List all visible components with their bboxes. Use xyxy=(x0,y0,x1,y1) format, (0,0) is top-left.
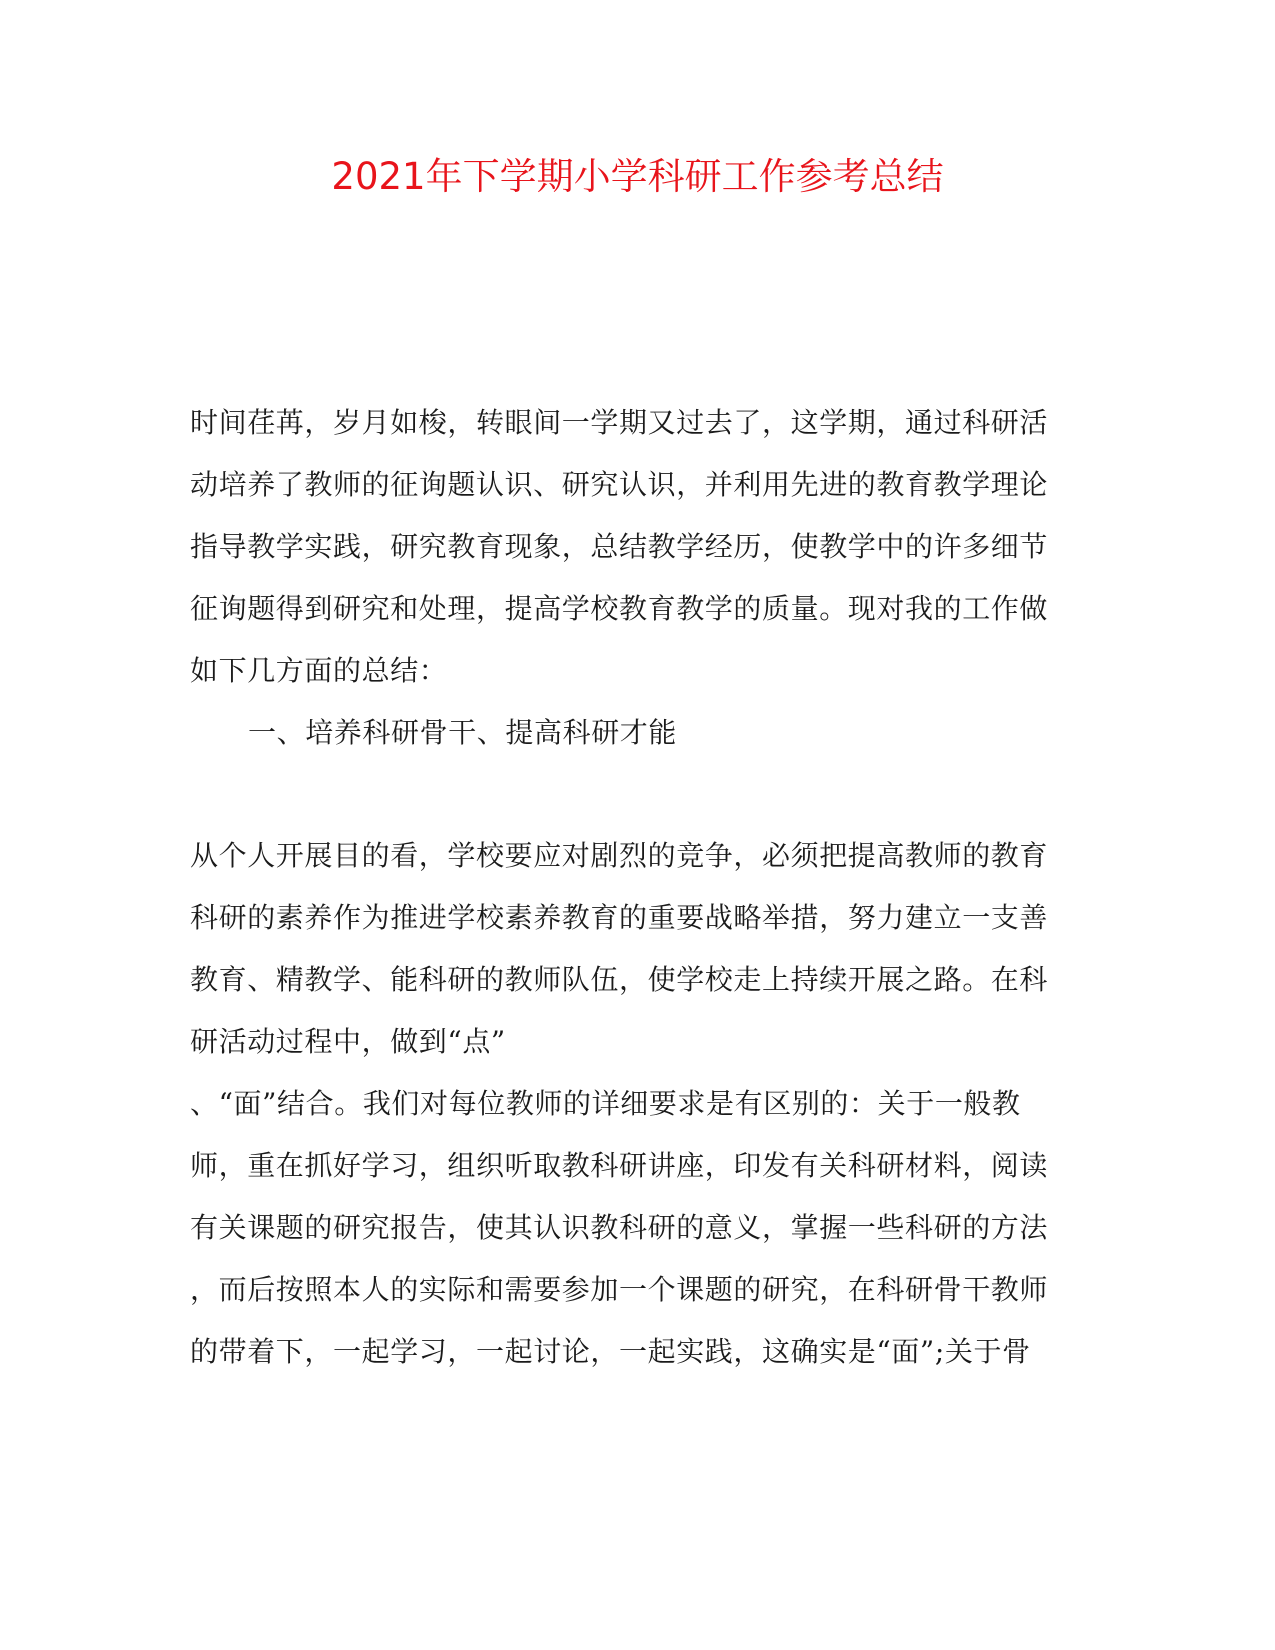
paragraph-line: 科研的素养作为推进学校素养教育的重要战略举措，努力建立一支善 xyxy=(190,901,1049,934)
paragraph-line: 指导教学实践，研究教育现象，总结教学经历，使教学中的许多细节 xyxy=(190,530,1049,563)
paragraph-line: 、“面”结合。我们对每位教师的详细要求是有区别的：关于一般教 xyxy=(190,1087,1021,1120)
paragraph-line: 教育、精教学、能科研的教师队伍，使学校走上持续开展之路。在科 xyxy=(190,963,1049,996)
paragraph-line: 有关课题的研究报告，使其认识教科研的意义，掌握一些科研的方法 xyxy=(190,1211,1049,1244)
paragraph-line: 时间荏苒，岁月如梭，转眼间一学期又过去了，这学期，通过科研活 xyxy=(190,406,1049,439)
paragraph-line: 的带着下，一起学习，一起讨论，一起实践，这确实是“面”;关于骨 xyxy=(190,1335,1031,1368)
section-heading: 一、培养科研骨干、提高科研才能 xyxy=(248,716,678,749)
document-title: 2021年下学期小学科研工作参考总结 xyxy=(331,155,944,198)
paragraph-line: ，而后按照本人的实际和需要参加一个课题的研究，在科研骨干教师 xyxy=(190,1273,1049,1306)
paragraph-line: 从个人开展目的看，学校要应对剧烈的竞争，必须把提高教师的教育 xyxy=(190,839,1049,872)
paragraph-line: 如下几方面的总结： xyxy=(190,654,448,687)
paragraph-line: 师，重在抓好学习，组织听取教科研讲座，印发有关科研材料，阅读 xyxy=(190,1149,1049,1182)
paragraph-line: 征询题得到研究和处理，提高学校教育教学的质量。现对我的工作做 xyxy=(190,592,1049,625)
paragraph-line: 动培养了教师的征询题认识、研究认识，并利用先进的教育教学理论 xyxy=(190,468,1049,501)
paragraph-line: 研活动过程中，做到“点” xyxy=(190,1025,506,1058)
